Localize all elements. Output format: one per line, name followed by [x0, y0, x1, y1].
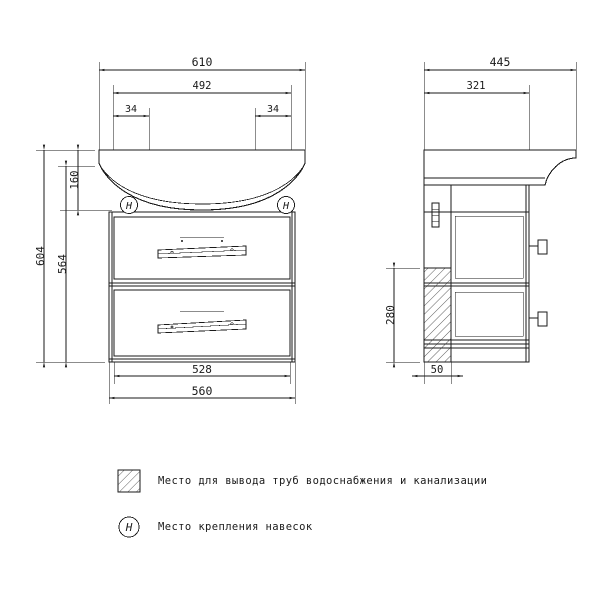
- legend-hatch-label: Место для вывода труб водоснабжения и канализации: [158, 475, 488, 487]
- legend-hanger-symbol-label: H: [125, 521, 133, 534]
- dim-492: [113, 85, 291, 150]
- front-cabinet-body: [109, 212, 295, 362]
- legend-hatch-icon: [118, 470, 140, 492]
- dim-value-528: 528: [192, 363, 212, 376]
- hanger-mark-right-label: H: [282, 201, 290, 212]
- dim-value-34-left: 34: [124, 104, 138, 115]
- dim-value-604: 604: [34, 246, 47, 266]
- dim-value-50: 50: [430, 364, 444, 376]
- dim-value-34-right: 34: [266, 104, 280, 115]
- hanger-mark-left-label: H: [125, 201, 133, 212]
- dim-value-564: 564: [56, 254, 69, 274]
- dim-value-321: 321: [466, 80, 486, 92]
- dim-value-445: 445: [489, 55, 511, 69]
- dim-value-492: 492: [192, 80, 212, 92]
- dim-321: [424, 85, 529, 150]
- dim-value-280: 280: [384, 305, 397, 325]
- legend-hanger-label: Место крепления навесок: [158, 521, 313, 533]
- side-cabinet-body: [424, 185, 547, 362]
- dim-value-560: 560: [191, 384, 213, 398]
- dim-value-610: 610: [191, 55, 213, 69]
- dim-445: [424, 62, 576, 150]
- dim-value-160: 160: [69, 170, 81, 190]
- side-countertop: [424, 150, 576, 185]
